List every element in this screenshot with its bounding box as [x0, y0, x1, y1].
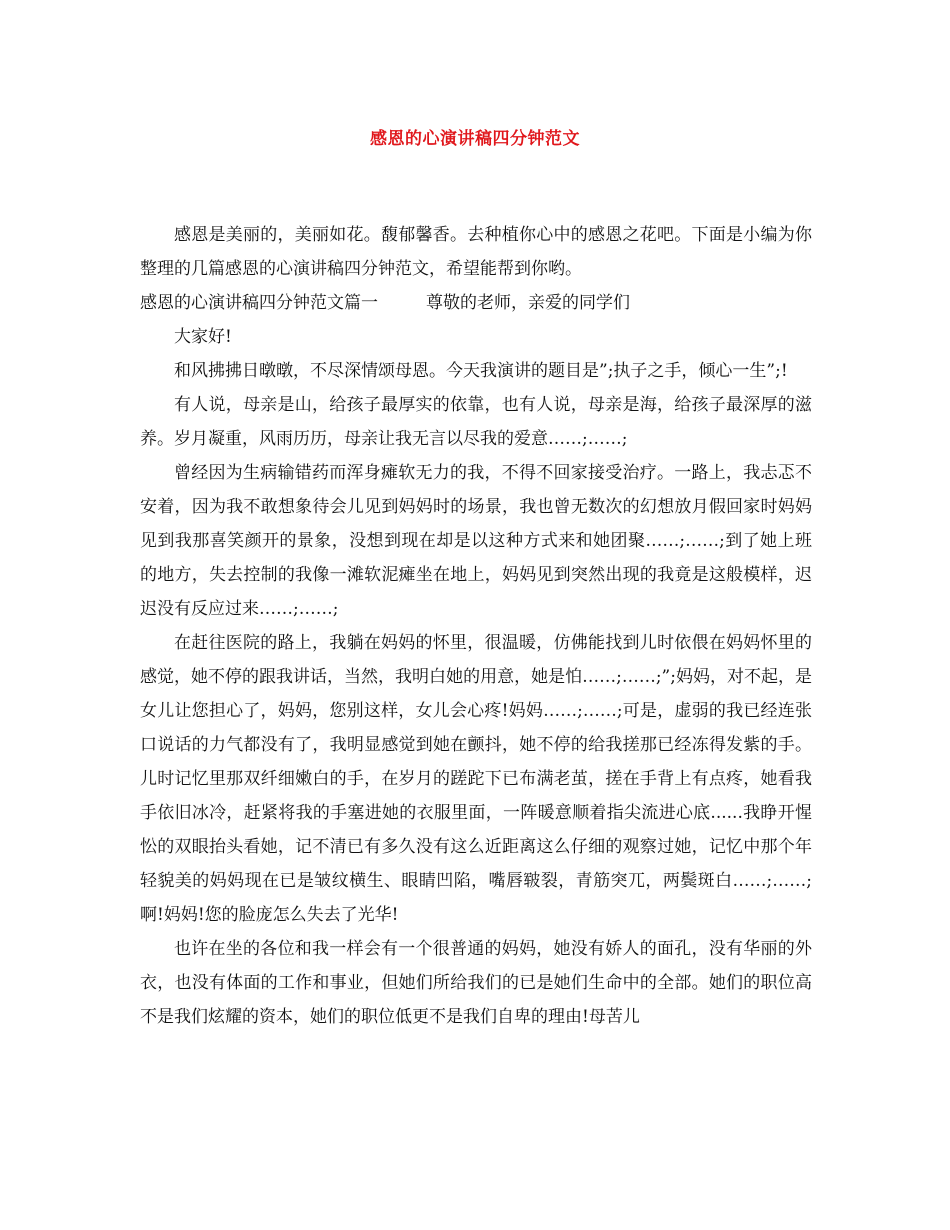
section-heading: 感恩的心演讲稿四分钟范文篇一: [140, 293, 378, 313]
document-title: 感恩的心演讲稿四分钟范文: [370, 129, 580, 149]
salutation: 尊敬的老师，亲爱的同学们: [426, 293, 630, 313]
body-paragraph: 大家好!: [174, 327, 232, 347]
body-paragraph: 和风拂拂日暾暾，不尽深情颂母恩。今天我演讲的题目是”;执子之手，倾心一生”;!: [174, 361, 788, 381]
body-paragraph: 也许在坐的各位和我一样会有一个很普通的妈妈，她没有娇人的面孔，没有华丽的外衣，也没有体面的工作和事业，但她们所给我们的已是她们生命中的全部。她们的职位高不是我们炫耀的资本，她们的职位低更不是我们自卑的理由!母苦儿: [140, 939, 812, 1027]
section-heading-line: [140, 286, 812, 320]
body-paragraph: 在赶往医院的路上，我躺在妈妈的怀里，很温暖，仿佛能找到儿时依偎在妈妈怀里的感觉，她不停的跟我讲话，当然，我明白她的用意，她是怕……;……;”;妈妈，对不起，是女儿让您担心了，妈妈，您别这样，女儿会心疼!妈妈……;……;可是，虚弱的我已经连张口说话的力气都没有了，我明显感觉到她在颤抖，她不停的给我搓那已经冻得发紫的手。儿时记忆里那双纤细嫩白的手，在岁月的蹉跎下已布满老茧，搓在手背上有点疼，她看我手依旧冰冷，赶紧将我的手塞进她的衣服里面，一阵暖意顺着指尖流进心底......我睁开惺忪的双眼抬头看她，记不清已有多久没有这么近距离这么仔细的观察过她，记忆中那个年轻貌美的妈妈现在已是皱纹横生、眼睛凹陷，嘴唇皲裂，青筋突兀，两鬓斑白……;……;啊!妈妈!您的脸庞怎么失去了光华!: [140, 633, 812, 925]
intro-paragraph: 感恩是美丽的，美丽如花。馥郁馨香。去种植你心中的感恩之花吧。下面是小编为你整理的几篇感恩的心演讲稿四分钟范文，希望能帮到你哟。: [140, 225, 812, 279]
document-body: [140, 218, 812, 1034]
body-paragraph: 有人说，母亲是山，给孩子最厚实的依靠，也有人说，母亲是海，给孩子最深厚的滋养。岁月凝重，风雨历历，母亲让我无言以尽我的爱意……;……;: [140, 395, 812, 449]
body-paragraph: 曾经因为生病输错药而浑身瘫软无力的我，不得不回家接受治疗。一路上，我忐忑不安着，因为我不敢想象待会儿见到妈妈时的场景，我也曾无数次的幻想放月假回家时妈妈见到我那喜笑颜开的景象，没想到现在却是以这种方式来和她团聚……;……;到了她上班的地方，失去控制的我像一滩软泥瘫坐在地上，妈妈见到突然出现的我竟是这般模样，迟迟没有反应过来……;……;: [140, 463, 812, 619]
